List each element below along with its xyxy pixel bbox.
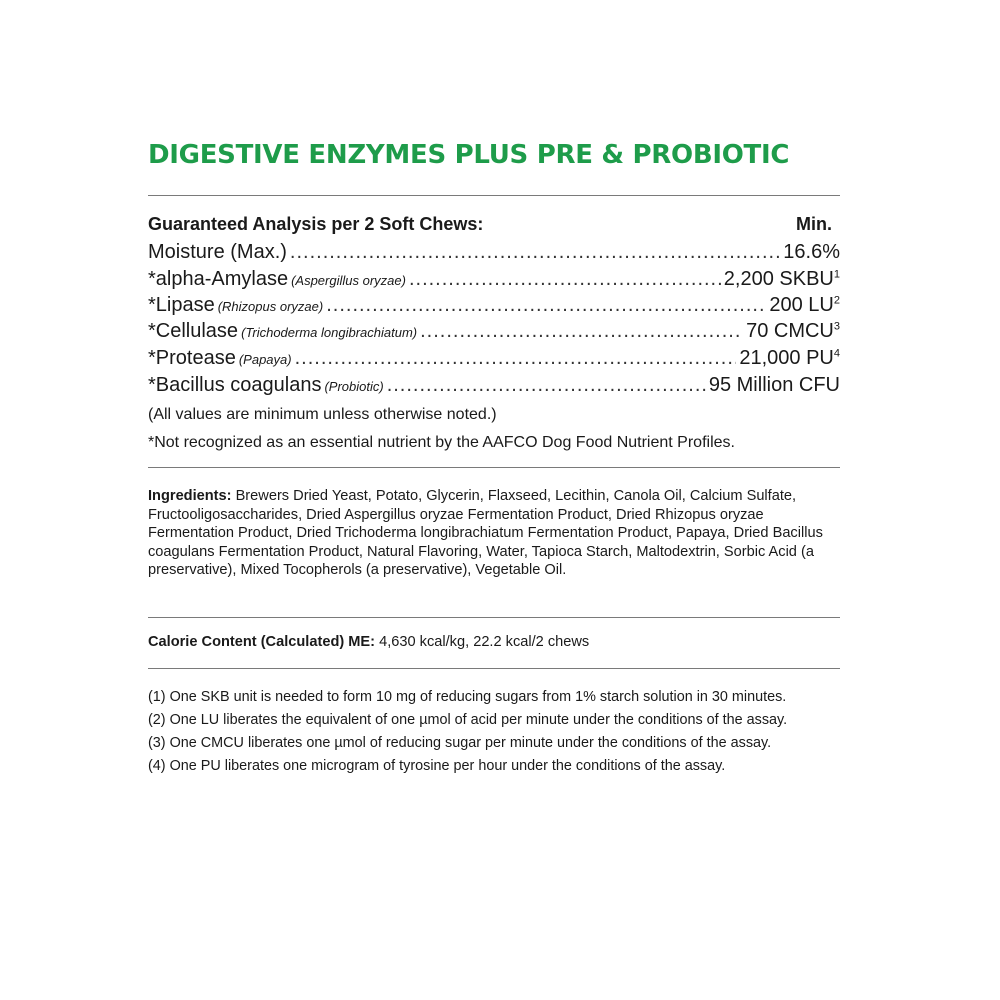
nutrient-name: *Lipase bbox=[148, 294, 215, 316]
footnote-ref: 1 bbox=[833, 268, 840, 281]
footnote-2: (2) One LU liberates the equivalent of one µmol of acid per minute under the conditions of the assay. bbox=[148, 712, 788, 728]
nutrient-source: (Trichoderma longibrachiatum) bbox=[241, 325, 418, 340]
analysis-row-lipase bbox=[148, 294, 840, 320]
analysis-row-amylase bbox=[148, 268, 840, 294]
analysis-row-protease bbox=[148, 347, 840, 373]
nutrient-source: (Probiotic) bbox=[324, 379, 384, 394]
analysis-row-cellulase bbox=[148, 320, 840, 346]
dot-leader bbox=[326, 294, 766, 317]
divider-footnotes bbox=[148, 668, 840, 669]
divider-ingredients bbox=[148, 467, 840, 468]
minimum-note: (All values are minimum unless otherwise noted.) bbox=[148, 406, 497, 423]
nutrient-name: *alpha-Amylase bbox=[148, 268, 289, 290]
footnote-ref: 4 bbox=[833, 347, 840, 360]
min-label: Min. bbox=[796, 214, 832, 234]
product-title: DIGESTIVE ENZYMES PLUS PRE & PROBIOTIC bbox=[148, 140, 790, 170]
analysis-row-moisture bbox=[148, 241, 840, 267]
ingredients-label: Ingredients: bbox=[148, 488, 232, 504]
nutrient-source: (Rhizopus oryzae) bbox=[217, 299, 324, 314]
dot-leader bbox=[290, 241, 780, 264]
nutrient-value: 16.6% bbox=[783, 241, 840, 263]
calorie-text: 4,630 kcal/kg, 22.2 kcal/2 chews bbox=[379, 634, 590, 650]
nutrient-name: *Bacillus coagulans bbox=[148, 374, 322, 396]
divider-top bbox=[148, 195, 840, 196]
footnote-4: (4) One PU liberates one microgram of tyrosine per hour under the conditions of the assay. bbox=[148, 758, 726, 774]
nutrient-name: *Protease bbox=[148, 347, 236, 369]
analysis-row-bacillus bbox=[148, 374, 840, 400]
footnote-1: (1) One SKB unit is needed to form 10 mg of reducing sugars from 1% starch solution in 30 minutes. bbox=[148, 689, 787, 705]
aafco-note: *Not recognized as an essential nutrient by the AAFCO Dog Food Nutrient Profiles. bbox=[148, 434, 735, 451]
nutrient-value: 95 Million CFU bbox=[708, 374, 840, 396]
calorie-content bbox=[148, 634, 589, 650]
nutrient-value: 70 CMCU$^3$ bbox=[746, 320, 840, 342]
nutrient-name: Moisture (Max.) bbox=[148, 241, 287, 263]
dot-leader bbox=[387, 374, 706, 397]
nutrient-source: (Papaya) bbox=[238, 352, 292, 367]
guaranteed-analysis-header bbox=[148, 214, 832, 235]
footnote-ref: 2 bbox=[833, 294, 840, 307]
dot-leader bbox=[420, 320, 743, 343]
ingredients-text: Brewers Dried Yeast, Potato, Glycerin, Flaxseed, Lecithin, Canola Oil, Calcium Sulfate, Fructooligosaccharides, Dried Aspergillus oryzae Fermentation Product, Dried Rhizopus oryzae Fermentation Product, Dried Trichoderma longibrachiatum Fermentation Product, Papaya, Dried Bacillus coagulans Fermentation Product, Natural Flavoring, Water, Tapioca Starch, Maltodextrin, Sorbic Acid (a preservative), Mixed Tocopherols (a preservative), Vegetable Oil. bbox=[148, 488, 823, 579]
calorie-label: Calorie Content (Calculated) ME: bbox=[148, 634, 376, 650]
dot-leader bbox=[295, 347, 737, 370]
nutrient-value: 21,000 $PU^4$ bbox=[739, 347, 840, 369]
ingredients-block bbox=[148, 487, 840, 580]
nutrient-value: 2,200 SKBU$^1$ bbox=[723, 268, 840, 290]
footnote-ref: 3 bbox=[833, 320, 840, 333]
divider-calorie bbox=[148, 617, 840, 618]
guaranteed-analysis-heading: Guaranteed Analysis per 2 Soft Chews: bbox=[148, 214, 484, 234]
dot-leader bbox=[409, 268, 721, 291]
nutrient-value: 200 $LU^2$ bbox=[769, 294, 840, 316]
nutrient-name: *Cellulase bbox=[148, 320, 239, 342]
footnote-3: (3) One CMCU liberates one µmol of reducing sugar per minute under the conditions of the assay. bbox=[148, 735, 772, 751]
nutrient-source: (Aspergillus oryzae) bbox=[291, 273, 406, 288]
